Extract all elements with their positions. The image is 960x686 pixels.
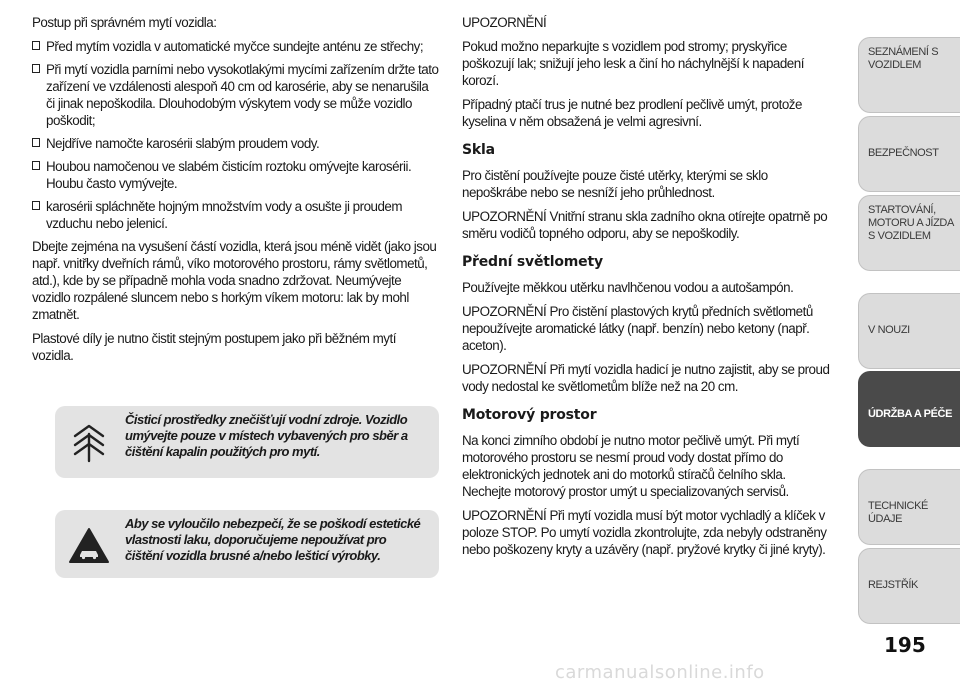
list-item: Nejdříve namočte karosérii slabým proudem vody. <box>32 135 440 152</box>
page-number: 195 <box>884 633 926 657</box>
list-item: Při mytí vozidla parními nebo vysokotlakými mycími zařízením držte tato zařízení ve vzdálenosti alespoň 40 cm od karosérie, aby se nenarušila či jinak nepoškodila. Dlouhodobým výskytem vody se může vozidlo poškodit; <box>32 61 440 129</box>
checkbox-bullet-icon <box>32 41 40 50</box>
rear-window-warning: UPOZORNĚNÍ Vnitřní stranu skla zadního okna otírejte opatrně po směru vodičů topného odporu, aby se nepoškodily. <box>462 209 828 241</box>
right-column <box>462 14 834 565</box>
checkbox-bullet-icon <box>32 64 40 73</box>
chapter-tabs <box>858 0 960 686</box>
checkbox-bullet-icon <box>32 138 40 147</box>
left-column <box>32 14 440 371</box>
list-item: karosérii spláchněte hojným množstvím vody a osušte ji proudem vzduchu nebo jelenicí. <box>32 198 440 232</box>
bird-droppings-paragraph: Případný ptačí trus je nutné bez prodlení pečlivě umýt, protože kyselina v něm obsažená je velmi agresivní. <box>462 97 802 129</box>
plastic-parts-paragraph: Plastové díly je nutno čistit stejným postupem jako při běžném mytí vozidla. <box>32 331 396 363</box>
environment-tree-icon <box>67 420 111 464</box>
section-heading-engine: Motorový prostor <box>462 407 597 423</box>
tab-safety[interactable]: BEZPEČNOST <box>858 116 960 192</box>
headlights-warning-hose: UPOZORNĚNÍ Při mytí vozidla hadicí je nutno zajistit, aby se proud vody nedostal ke světlometům blíže než na 20 cm. <box>462 362 830 394</box>
drying-paragraph: Dbejte zejména na vysušení částí vozidla, která jsou méně vidět (jako jsou např. vnitřky dveřních rámů, víko motorového prostoru, rámy světlometů, atd.), kde by se případně mohla voda snadno zdržovat. Neumývejte vozidlo rozpálené sluncem nebo s horkým víkem motoru: lak by mohl zmatnět. <box>32 239 437 322</box>
checkbox-bullet-icon <box>32 201 40 210</box>
section-heading-headlights: Přední světlomety <box>462 254 603 270</box>
tab-maintenance[interactable]: ÚDRŽBA A PÉČE <box>858 371 960 447</box>
tab-index[interactable]: REJSTŘÍK <box>858 548 960 624</box>
warning-title: UPOZORNĚNÍ <box>462 15 547 30</box>
list-item: Před mytím vozidla v automatické myčce sundejte anténu ze střechy; <box>32 38 440 55</box>
tab-starting-driving[interactable]: STARTOVÁNÍ, MOTORU A JÍZDA S VOZIDLEM <box>858 195 960 271</box>
glass-paragraph: Pro čistění používejte pouze čisté utěrky, kterými se sklo nepoškrábe nebo se nesníží jeho průhlednost. <box>462 168 768 200</box>
tab-introduction[interactable]: SEZNÁMENÍ S VOZIDLEM <box>858 37 960 113</box>
warning-car-icon <box>67 524 111 568</box>
headlights-warning-solvents: UPOZORNĚNÍ Pro čistění plastových krytů předních světlometů nepoužívejte aromatické látky (např. benzín) nebo ketony (např. aceton). <box>462 304 813 353</box>
environment-callout: Čisticí prostředky znečišťují vodní zdroje. Vozidlo umývejte pouze v místech vybavených pro sběr a čištění kapalin použitých pro mytí. <box>55 406 439 478</box>
engine-paragraph: Na konci zimního období je nutno motor pečlivě umýt. Při mytí motorového prostoru se nesmí proud vody dostat přímo do elektronických jednotek ani do motorků stíračů čelního skla. Nechejte motorový prostor umýt u specializovaných servisů. <box>462 433 800 499</box>
list-item: Houbou namočenou ve slabém čisticím roztoku omývejte karosérii. Houbu často vymývejte. <box>32 158 440 192</box>
engine-warning: UPOZORNĚNÍ Při mytí vozidla musí být motor vychladlý a klíček v poloze STOP. Po umytí vozidla zkontrolujte, zda nebyly odstraněny nebo poškozeny kryty a uzávěry (např. pryžové krytky či jiné kryty). <box>462 508 827 557</box>
tab-emergency[interactable]: V NOUZI <box>858 293 960 369</box>
trees-warning-paragraph: Pokud možno neparkujte s vozidlem pod stromy; pryskyřice poškozují lak; snižují jeho lesk a činí ho náchylnější k napadení korozí. <box>462 39 804 88</box>
watermark: carmanualsonline.info <box>555 662 765 683</box>
checkbox-bullet-icon <box>32 161 40 170</box>
tab-technical-data[interactable]: TECHNICKÉ ÚDAJE <box>858 469 960 545</box>
section-heading-glass: Skla <box>462 142 495 158</box>
warning-callout: Aby se vyloučilo nebezpečí, že se poškodí estetické vlastnosti laku, doporučujeme nepoužívat pro čištění vozidla brusné a/nebo lešticí výrobky. <box>55 510 439 578</box>
headlights-paragraph: Používejte měkkou utěrku navlhčenou vodou a autošampón. <box>462 280 794 295</box>
intro-text: Postup při správném mytí vozidla: <box>32 15 217 30</box>
